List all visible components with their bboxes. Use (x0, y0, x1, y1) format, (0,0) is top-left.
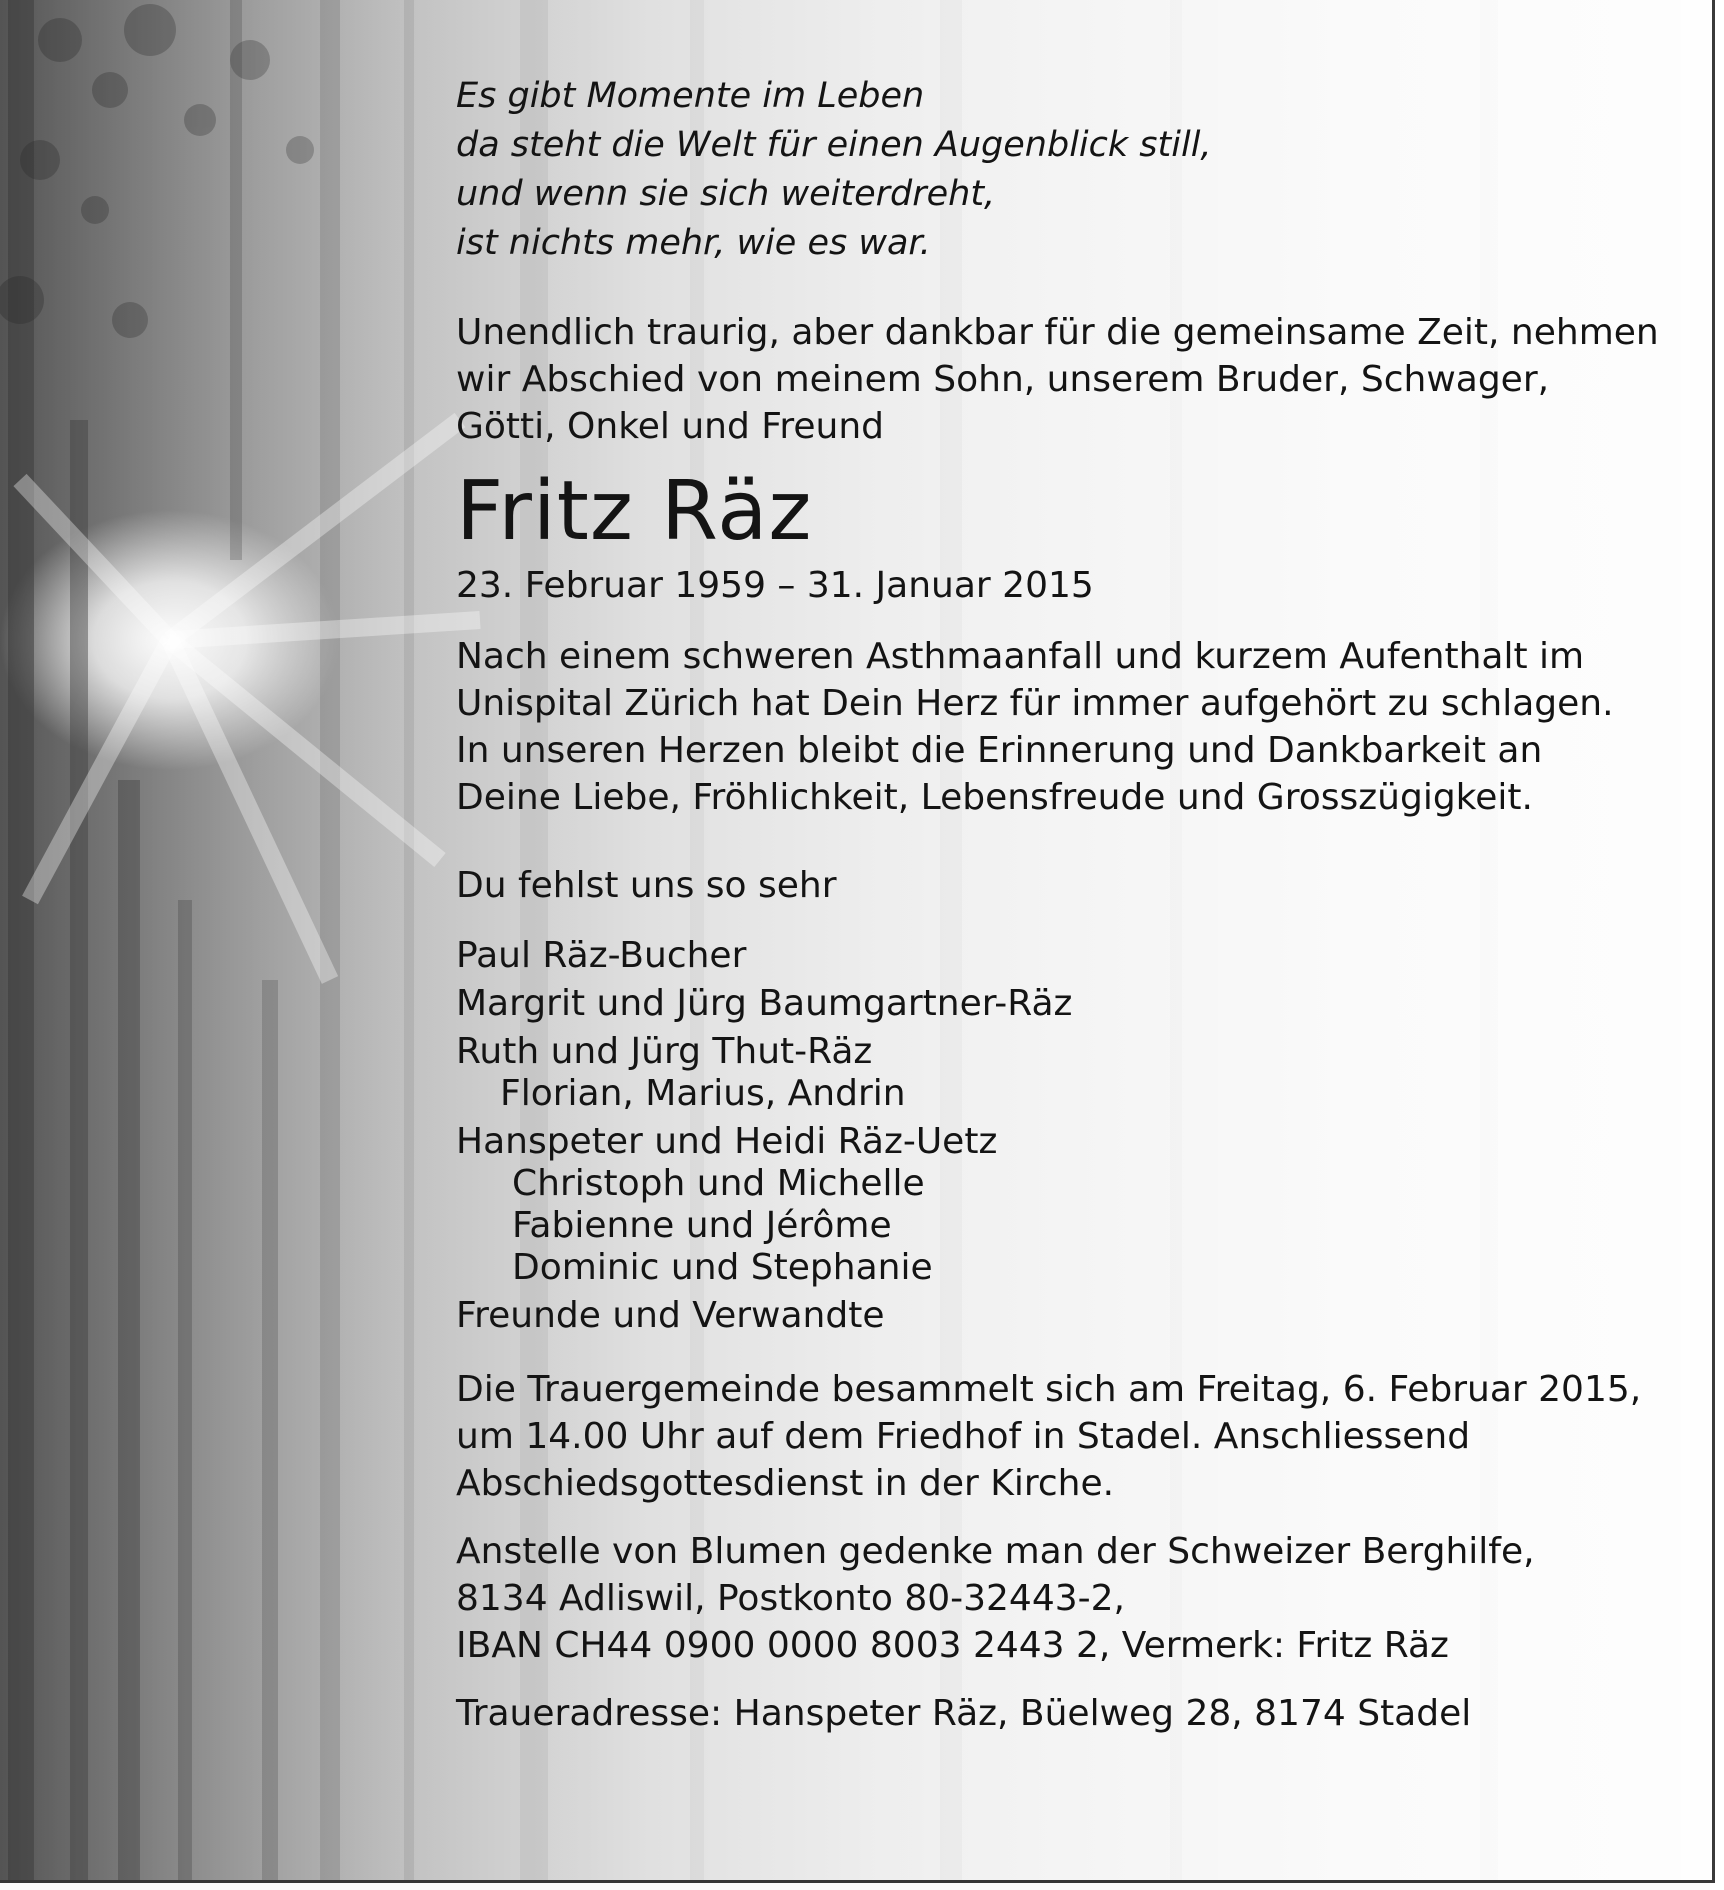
poem (456, 72, 1676, 268)
family-entry: Paul Räz-Bucher (456, 935, 747, 976)
deceased-name: Fritz Räz (456, 464, 813, 559)
family-children: Florian, Marius, Andrin (500, 1073, 906, 1114)
donation-line: 8134 Adliswil, Postkonto 80-32443-2, (456, 1578, 1125, 1619)
poem-line: Es gibt Momente im Leben (456, 76, 925, 116)
body-line: Deine Liebe, Fröhlichkeit, Lebensfreude und Grosszügigkeit. (456, 777, 1533, 818)
body-line: Unispital Zürich hat Dein Herz für immer aufgehört zu schlagen. (456, 683, 1614, 724)
body-line: In unseren Herzen bleibt die Erinnerung und Dankbarkeit an (456, 730, 1543, 771)
service-line: um 14.00 Uhr auf dem Friedhof in Stadel. Anschliessend (456, 1416, 1471, 1457)
family-list (456, 932, 1676, 1340)
miss-line: Du fehlst uns so sehr (456, 865, 837, 906)
poem-line: und wenn sie sich weiterdreht, (456, 174, 996, 214)
body-line: Nach einem schweren Asthmaanfall und kurzem Aufenthalt im (456, 636, 1585, 677)
family-children: Christoph und Michelle (512, 1163, 925, 1204)
family-entry: Hanspeter und Heidi Räz-Uetz (456, 1121, 998, 1162)
family-children: Dominic und Stephanie (512, 1247, 933, 1288)
service-line: Abschiedsgottesdienst in der Kirche. (456, 1463, 1115, 1504)
poem-line: da steht die Welt für einen Augenblick still, (456, 125, 1212, 165)
service-info (456, 1366, 1676, 1507)
mourning-address: Traueradresse: Hanspeter Räz, Büelweg 28, 8174 Stadel (456, 1693, 1472, 1734)
donation-line: IBAN CH44 0900 0000 8003 2443 2, Vermerk: Fritz Räz (456, 1625, 1449, 1666)
intro-line: Götti, Onkel und Freund (456, 406, 885, 447)
intro-line: wir Abschied von meinem Sohn, unserem Bruder, Schwager, (456, 359, 1550, 400)
service-line: Die Trauergemeinde besammelt sich am Freitag, 6. Februar 2015, (456, 1369, 1642, 1410)
family-entry: Margrit und Jürg Baumgartner-Räz (456, 983, 1073, 1024)
intro-paragraph (456, 309, 1676, 450)
poem-line: ist nichts mehr, wie es war. (456, 223, 931, 263)
obituary-content (456, 72, 1676, 1737)
intro-line: Unendlich traurig, aber dankbar für die gemeinsame Zeit, nehmen (456, 312, 1659, 353)
body-paragraph (456, 633, 1676, 821)
family-entry: Freunde und Verwandte (456, 1295, 885, 1336)
donation-info (456, 1528, 1676, 1669)
family-entry: Ruth und Jürg Thut-Räz (456, 1031, 873, 1072)
life-dates: 23. Februar 1959 – 31. Januar 2015 (456, 565, 1094, 606)
donation-line: Anstelle von Blumen gedenke man der Schweizer Berghilfe, (456, 1531, 1535, 1572)
family-children: Fabienne und Jérôme (512, 1205, 892, 1246)
